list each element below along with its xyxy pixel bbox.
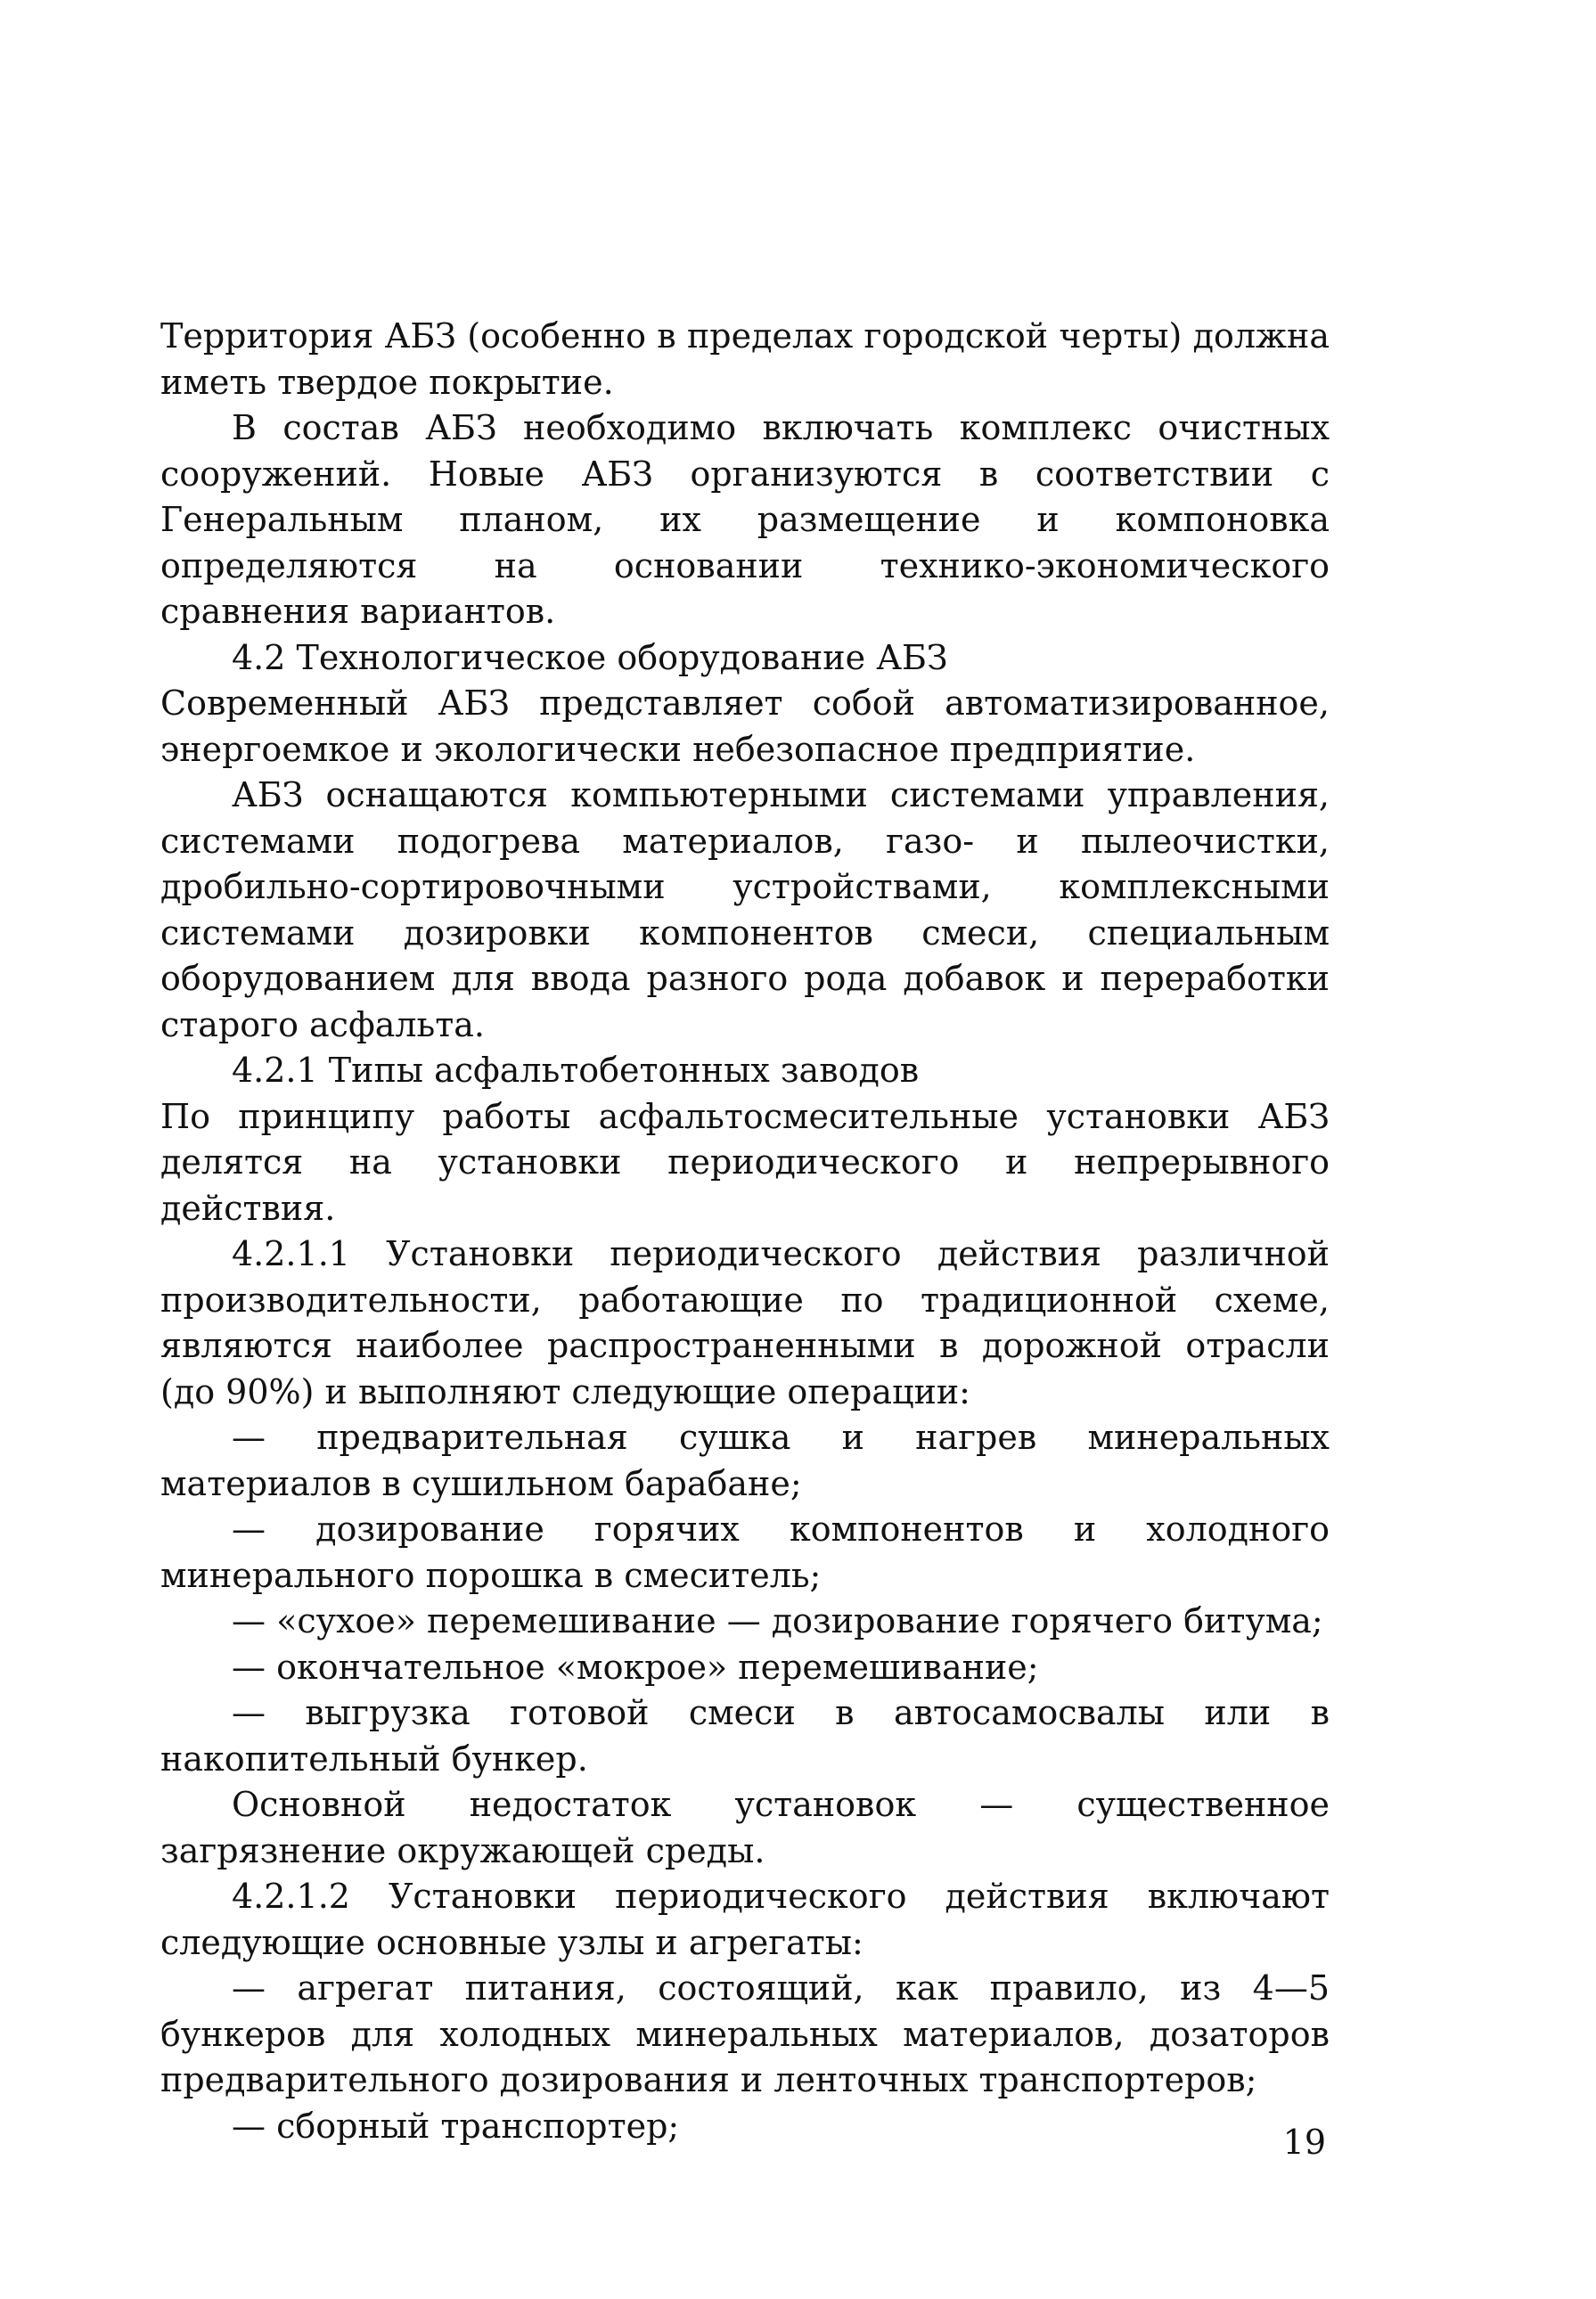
paragraph: Современный АБЗ представляет собой автоматизированное, энергоемкое и экологически небезопасное предприятие. [160, 683, 1330, 769]
list-item: — окончательное «мокрое» перемешивание; [232, 1647, 1039, 1687]
list-item: — «сухое» перемешивание — дозирование горячего битума; [232, 1601, 1323, 1640]
page-number: 19 [1282, 2123, 1326, 2162]
section-heading: 4.2 Технологическое оборудование АБЗ [232, 637, 948, 677]
paragraph: 4.2.1.2 Установки периодического действия включают следующие основные узлы и агрегаты: [160, 1877, 1330, 1962]
list-item: — сборный транспортер; [232, 2106, 680, 2146]
list-item: — выгрузка готовой смеси в автосамосвалы или в накопительный бункер. [160, 1693, 1330, 1779]
paragraph: Основной недостаток установок — существенное загрязнение окружающей среды. [160, 1785, 1330, 1870]
list-item: — предварительная сушка и нагрев минеральных материалов в сушильном барабане; [160, 1418, 1330, 1503]
paragraph: Территория АБЗ (особенно в пределах городской черты) должна иметь твердое покрытие. [160, 316, 1330, 402]
paragraph: В состав АБЗ необходимо включать комплекс очистных сооружений. Новые АБЗ организуются в соответствии с Генеральным планом, их размещение и компоновка определяются на основании технико-экономического сравнения вариантов. [160, 408, 1330, 631]
list-item: — дозирование горячих компонентов и холодного минерального порошка в смеситель; [160, 1509, 1330, 1595]
list-item: — агрегат питания, состоящий, как правило, из 4—5 бункеров для холодных минеральных материалов, дозаторов предварительного дозирования и ленточных транспортеров; [160, 1968, 1330, 2099]
paragraph: 4.2.1.1 Установки периодического действия различной производительности, работающие по традиционной схеме, являются наиболее распространенными в дорожной отрасли (до 90%) и выполняют следующие операции: [160, 1234, 1330, 1411]
section-heading: 4.2.1 Типы асфальтобетонных заводов [232, 1051, 920, 1090]
body-text [160, 314, 1330, 2149]
paragraph: АБЗ оснащаются компьютерными системами управления, системами подогрева материалов, газо- и пылеочистки, дробильно-сортировочными устройствами, комплексными системами дозировки компонентов смеси, специальным оборудованием для ввода разного рода добавок и переработки старого асфальта. [160, 775, 1330, 1044]
paragraph: По принципу работы асфальтосмесительные установки АБЗ делятся на установки периодического и непрерывного действия. [160, 1096, 1330, 1228]
